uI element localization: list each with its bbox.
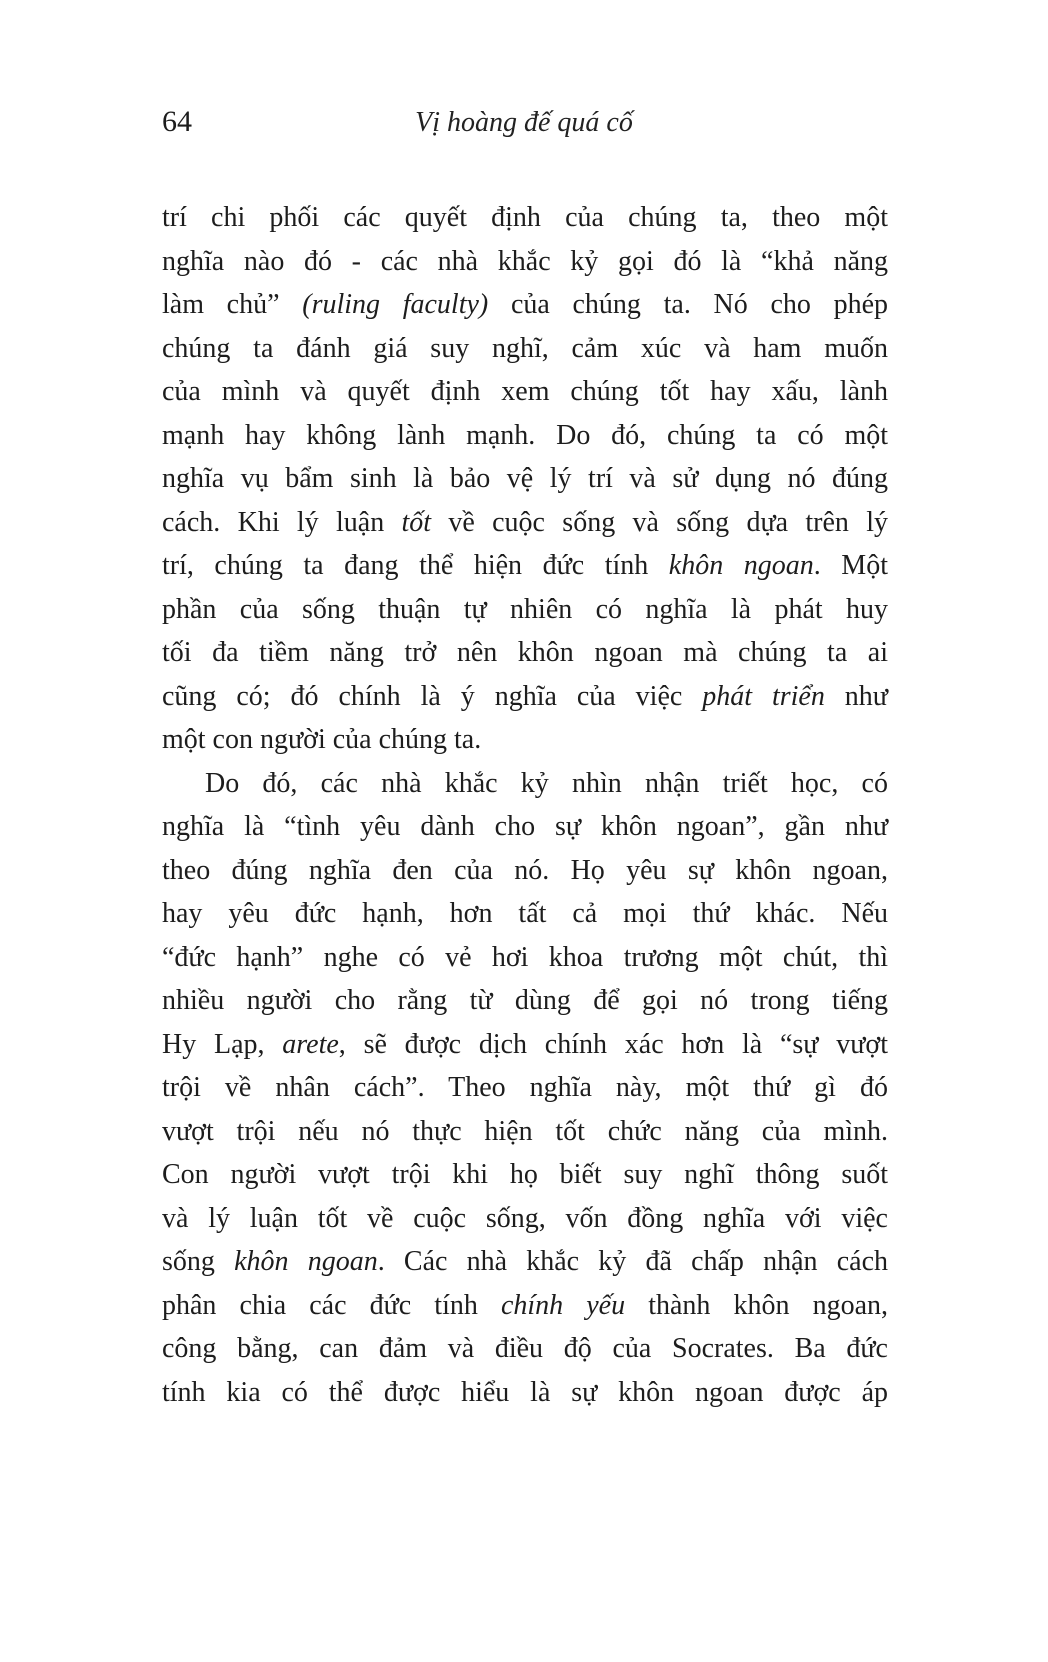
text-line: cũng có; đó chính là ý nghĩa của việc phát triển như <box>162 680 888 712</box>
text-line: trí chi phối các quyết định của chúng ta, theo một <box>162 202 888 233</box>
text-line: một con người của chúng ta. <box>162 724 482 755</box>
text-line: Hy Lạp, arete, sẽ được dịch chính xác hơn là “sự vượt <box>162 1028 888 1060</box>
text-line: Do đó, các nhà khắc kỷ nhìn nhận triết học, có <box>205 767 888 799</box>
text-line: và lý luận tốt về cuộc sống, vốn đồng nghĩa với việc <box>162 1202 888 1234</box>
text-line: chúng ta đánh giá suy nghĩ, cảm xúc và ham muốn <box>162 332 888 364</box>
text-line: nghĩa nào đó - các nhà khắc kỷ gọi đó là “khả năng <box>162 245 888 277</box>
text-line: tính kia có thể được hiểu là sự khôn ngoan được áp <box>162 1376 888 1408</box>
paragraph <box>162 196 888 762</box>
text-line: của mình và quyết định xem chúng tốt hay xấu, lành <box>162 376 888 407</box>
text-line: “đức hạnh” nghe có vẻ hơi khoa trương một chút, thì <box>162 941 888 973</box>
text-line: nghĩa vụ bẩm sinh là bảo vệ lý trí và sử dụng nó đúng <box>162 463 888 494</box>
text-line: theo đúng nghĩa đen của nó. Họ yêu sự khôn ngoan, <box>162 854 888 886</box>
text-line: công bằng, can đảm và điều độ của Socrates. Ba đức <box>162 1333 888 1364</box>
text-line: trí, chúng ta đang thể hiện đức tính khôn ngoan. Một <box>162 550 888 581</box>
text-line: trội về nhân cách”. Theo nghĩa này, một thứ gì đó <box>162 1072 888 1103</box>
running-head: Vị hoàng đế quá cố <box>415 107 633 138</box>
text-block <box>162 196 888 1414</box>
text-line: vượt trội nếu nó thực hiện tốt chức năng của mình. <box>162 1115 888 1147</box>
text-line: phân chia các đức tính chính yếu thành khôn ngoan, <box>162 1289 889 1321</box>
text-line: tối đa tiềm năng trở nên khôn ngoan mà chúng ta ai <box>162 637 888 668</box>
text-line: Con người vượt trội khi họ biết suy nghĩ thông suốt <box>162 1159 888 1190</box>
page-header <box>0 104 1048 144</box>
text-line: hay yêu đức hạnh, hơn tất cả mọi thứ khác. Nếu <box>162 898 888 929</box>
text-line: sống khôn ngoan. Các nhà khắc kỷ đã chấp nhận cách <box>162 1246 889 1277</box>
text-line: phần của sống thuận tự nhiên có nghĩa là phát huy <box>162 593 888 625</box>
text-line: nhiều người cho rằng từ dùng để gọi nó trong tiếng <box>162 985 888 1016</box>
text-line: làm chủ” (ruling faculty) của chúng ta. Nó cho phép <box>162 289 889 320</box>
text-line: mạnh hay không lành mạnh. Do đó, chúng ta có một <box>162 419 888 451</box>
text-line: nghĩa là “tình yêu dành cho sự khôn ngoan”, gần như <box>162 811 888 842</box>
text-line: cách. Khi lý luận tốt về cuộc sống và sống dựa trên lý <box>162 506 888 538</box>
paragraph <box>162 762 888 1415</box>
page-number: 64 <box>162 105 192 138</box>
